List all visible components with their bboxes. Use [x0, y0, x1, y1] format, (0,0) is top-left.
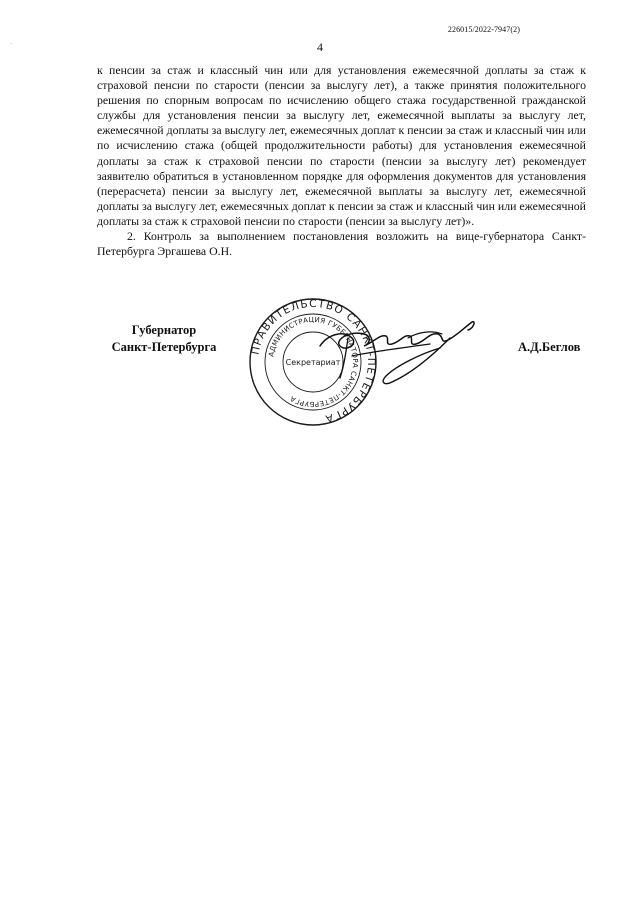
paragraph-2: 2. Контроль за выполнением постановления возложить на вице-губернатора Санкт-Петербурга Эргашева О.Н. — [97, 229, 586, 259]
document-body — [97, 63, 586, 259]
signatory-title-line-1: Губернатор — [131, 323, 197, 337]
margin-mark: · — [10, 40, 13, 48]
paragraph-1: к пенсии за стаж и классный чин или для установления ежемесячной доплаты за стаж к страховой пенсии по старости (пенсии за выслугу лет), а также принятия положительного решения по спорным вопросам по исчислению общего стажа государственной гражданской службы для установления пенсии за выслугу лет, ежемесячной выплаты за выслугу лет, ежемесячной доплаты за выслугу лет, ежемесячных доплат к пенсии за стаж и классный чин или по исчислению стажа (общей продолжительности работы) для установления ежемесячной доплаты за стаж к страховой пенсии по старости (пенсии за выслугу лет) рекомендует заявителю обратиться в установленном порядке для оформления документов для установления (перерасчета) пенсии за выслугу лет, ежемесячной выплаты за выслугу лет, ежемесячной доплаты за выслугу лет, ежемесячных доплат к пенсии за стаж и классный чин или ежемесячной доплаты за стаж к страховой пенсии по старости (пенсии за выслугу лет)». — [97, 63, 586, 228]
document-id: 226015/2022-7947(2) — [447, 25, 520, 34]
page-number: 4 — [317, 40, 323, 54]
handwritten-signature — [300, 308, 490, 390]
seal-outer-text: ПРАВИТЕЛЬСТВО САНКТ-ПЕТЕРБУРГА — [249, 297, 378, 425]
seal-inner-text: АДМИНИСТРАЦИЯ ГУБЕРНАТОРА САНКТ-ПЕТЕРБУРГА — [267, 315, 360, 409]
signatory-name: А.Д.Беглов — [518, 340, 581, 354]
seal-center-text: Секретариат — [285, 358, 341, 367]
signatory-title — [103, 322, 225, 356]
signatory-title-line-2: Санкт-Петербурга — [111, 340, 217, 354]
